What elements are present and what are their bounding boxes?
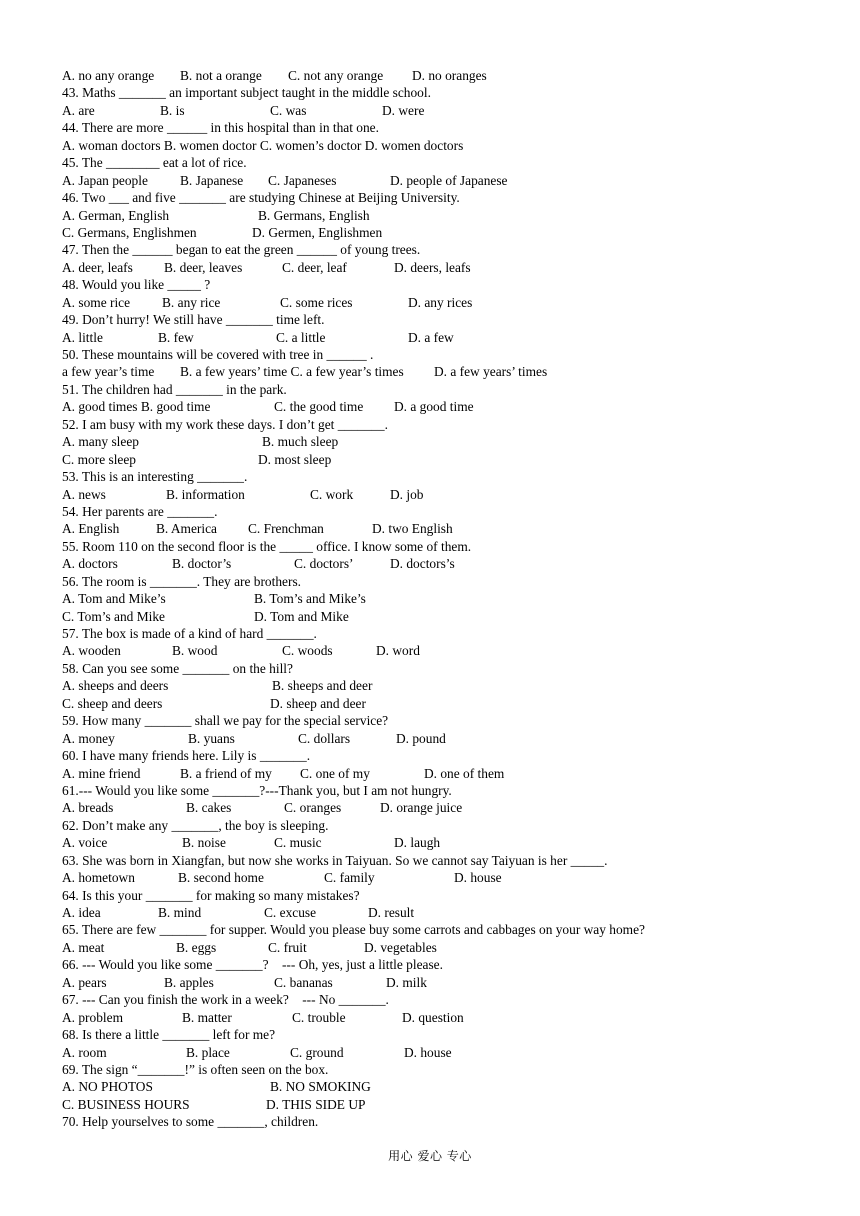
options-line [62,1044,842,1061]
answer-option: C. trouble [292,1009,346,1025]
answer-option: C. family [324,870,375,886]
answer-option: B. second home [178,870,264,886]
answer-option: D. house [404,1044,452,1060]
answer-option: C. more sleep [62,451,137,467]
options-line [62,608,842,625]
answer-option: a few year’s time [62,364,155,380]
answer-option: D. sheep and deer [270,695,366,711]
answer-option: A. deer, leafs [62,259,133,275]
options-line [62,799,842,816]
answer-option: B. place [186,1044,230,1060]
question-line: 60. I have many friends here. Lily is _______. [62,748,311,764]
answer-option: D. result [368,905,415,920]
answer-option: B. few [158,329,194,345]
answer-option: A. little [62,329,103,345]
answer-option: A. voice [62,835,108,851]
options-line [62,102,842,119]
question-line: A. woman doctors B. women doctor C. women’s doctor D. women doctors [62,137,464,153]
options-line [62,363,842,380]
question-line: 57. The box is made of a kind of hard _______. [62,626,317,641]
answer-option: B. is [160,102,185,118]
question-line: 49. Don’t hurry! We still have _______ time left. [62,312,325,328]
answer-option: B. a friend of my [180,765,272,781]
options-line [62,765,842,782]
options-line [62,67,842,84]
options-line [62,486,842,503]
options-line [62,451,842,468]
answer-option: B. eggs [176,939,217,955]
options-line [62,1009,842,1026]
answer-option: A. hometown [62,870,135,886]
question-line: 51. The children had _______ in the park. [62,381,287,397]
question-line: 67. --- Can you finish the work in a week? --- No _______. [62,992,389,1008]
answer-option: A. meat [62,939,105,955]
answer-option: B. mind [158,905,202,920]
answer-option: A. English [62,521,120,537]
question-line: 54. Her parents are _______. [62,503,218,519]
question-line: 43. Maths _______ an important subject taught in the middle school. [62,85,431,101]
answer-option: D. any rices [408,294,473,310]
options-line [62,939,842,956]
options-line [62,677,842,694]
question-line: 66. --- Would you like some _______? --- Oh, yes, just a little please. [62,957,443,973]
question-line: 58. Can you see some _______ on the hill? [62,660,293,676]
answer-option: B. cakes [186,800,232,816]
answer-option: B. information [166,486,245,502]
question-line: 45. The ________ eat a lot of rice. [62,155,247,171]
answer-option: D. word [376,643,420,659]
answer-option: D. were [382,102,425,118]
answer-option: D. doctors’s [390,556,455,572]
options-line [62,869,842,886]
options-line [62,642,842,659]
answer-option: C. work [310,486,354,502]
answer-option: A. German, English [62,207,170,223]
question-line: 56. The room is _______. They are brothers. [62,573,302,589]
answer-option: C. a little [276,329,326,345]
answer-option: D. a good time [394,399,474,415]
answer-option: A. Tom and Mike’s [62,591,166,607]
options-line [62,520,842,537]
answer-option: B. wood [172,643,218,659]
answer-option: D. vegetables [364,939,437,955]
options-line [62,329,842,346]
answer-option: A. doctors [62,556,118,572]
answer-option: D. a few years’ times [434,364,548,380]
answer-option: A. no any orange [62,68,155,83]
answer-option: A. mine friend [62,765,141,781]
answer-option: D. no oranges [412,68,487,83]
answer-option: D. pound [396,730,446,746]
options-line [62,974,842,991]
question-line: 64. Is this your _______ for making so many mistakes? [62,887,360,903]
answer-option: C. ground [290,1044,344,1060]
answer-option: D. laugh [394,835,441,851]
answer-option: C. excuse [264,905,317,920]
answer-option: D. milk [386,974,427,990]
options-line [62,695,842,712]
options-line [62,259,842,276]
answer-option: A. are [62,102,95,118]
answer-option: D. people of Japanese [390,172,508,188]
answer-option: D. most sleep [258,451,332,467]
answer-option: B. deer, leaves [164,259,243,275]
question-line: 59. How many _______ shall we pay for the special service? [62,713,389,729]
answer-option: B. apples [164,974,214,990]
options-line [62,904,842,921]
answer-option: C. fruit [268,939,307,955]
answer-option: C. bananas [274,974,333,990]
question-line: 65. There are few _______ for supper. Would you please buy some carrots and cabbages on your way home? [62,922,645,938]
answer-option: C. the good time [274,399,364,415]
answer-option: C. oranges [284,800,342,816]
page-footer: 用心 爱心 专心 [388,1149,472,1163]
options-line [62,398,842,415]
answer-option: B. not a orange [180,68,262,83]
question-line: 48. Would you like _____ ? [62,277,211,293]
answer-option: D. a few [408,329,454,345]
answer-option: D. house [454,870,502,886]
question-list [62,67,842,1131]
answer-option: B. America [156,521,217,537]
answer-option: B. any rice [162,294,221,310]
options-line [62,224,842,241]
options-line [62,555,842,572]
question-line: 61.--- Would you like some _______?---Thank you, but I am not hungry. [62,782,452,798]
answer-option: C. sheep and deers [62,695,163,711]
options-line [62,207,842,224]
answer-option: A. problem [62,1009,123,1025]
options-line [62,1096,842,1113]
answer-option: D. deers, leafs [394,259,471,275]
answer-option: A. some rice [62,294,131,310]
answer-option: C. Germans, Englishmen [62,224,197,240]
options-line [62,433,842,450]
answer-option: B. much sleep [262,434,339,450]
answer-option: A. breads [62,800,114,816]
answer-option: A. sheeps and deers [62,678,169,694]
question-line: 53. This is an interesting _______. [62,469,248,485]
answer-option: A. good times B. good time [62,399,211,415]
answer-option: C. Japaneses [268,172,337,188]
answer-option: C. deer, leaf [282,259,347,275]
options-line [62,730,842,747]
answer-option: C. woods [282,643,333,659]
answer-option: B. Japanese [180,172,244,188]
answer-option: D. question [402,1009,464,1025]
answer-option: B. Tom’s and Mike’s [254,591,366,607]
answer-option: C. not any orange [288,68,384,83]
answer-option: A. pears [62,974,107,990]
options-line [62,590,842,607]
answer-option: A. wooden [62,643,121,659]
answer-option: D. Tom and Mike [254,608,349,624]
answer-option: C. Frenchman [248,521,324,537]
answer-option: B. NO SMOKING [270,1079,371,1095]
answer-option: C. BUSINESS HOURS [62,1096,190,1112]
question-line: 55. Room 110 on the second floor is the _____ office. I know some of them. [62,538,472,554]
answer-option: D. job [390,486,424,502]
answer-option: A. news [62,486,106,502]
options-line [62,1078,842,1095]
answer-option: C. music [274,835,322,851]
question-line: 46. Two ___ and five _______ are studying Chinese at Beijing University. [62,190,460,206]
answer-option: C. some rices [280,294,353,310]
answer-option: B. yuans [188,730,235,746]
answer-option: A. Japan people [62,172,148,188]
answer-option: C. was [270,102,307,118]
question-line: 69. The sign “_______!” is often seen on the box. [62,1061,329,1077]
answer-option: D. one of them [424,765,505,781]
answer-option: A. money [62,730,115,746]
answer-option: B. Germans, English [258,207,370,223]
answer-option: A. NO PHOTOS [62,1079,153,1095]
answer-option: D. two English [372,521,453,537]
answer-option: A. idea [62,905,101,920]
answer-option: B. sheeps and deer [272,678,373,694]
question-line: 50. These mountains will be covered with tree in ______ . [62,347,374,362]
options-line [62,834,842,851]
answer-option: C. dollars [298,730,351,746]
options-line [62,172,842,189]
answer-option: A. many sleep [62,434,139,450]
question-line: 52. I am busy with my work these days. I don’t get _______. [62,416,388,432]
answer-option: C. one of my [300,765,370,781]
question-line: 47. Then the ______ began to eat the green ______ of young trees. [62,242,421,258]
answer-option: A. room [62,1044,107,1060]
question-line: 68. Is there a little _______ left for me? [62,1027,276,1043]
question-line: 70. Help yourselves to some _______, children. [62,1114,319,1130]
answer-option: B. noise [182,835,226,851]
answer-option: D. orange juice [380,800,463,816]
answer-option: C. doctors’ [294,556,354,572]
question-line: 62. Don’t make any _______, the boy is sleeping. [62,817,329,833]
question-line: 44. There are more ______ in this hospital than in that one. [62,120,379,136]
answer-option: B. doctor’s [172,556,232,572]
answer-option: B. a few years’ time C. a few year’s times [180,364,404,380]
answer-option: D. THIS SIDE UP [266,1096,366,1112]
answer-option: B. matter [182,1009,232,1025]
options-line [62,294,842,311]
question-line: 63. She was born in Xiangfan, but now she works in Taiyuan. So we cannot say Taiyuan is her _____. [62,852,608,868]
answer-option: D. Germen, Englishmen [252,224,383,240]
answer-option: C. Tom’s and Mike [62,608,165,624]
